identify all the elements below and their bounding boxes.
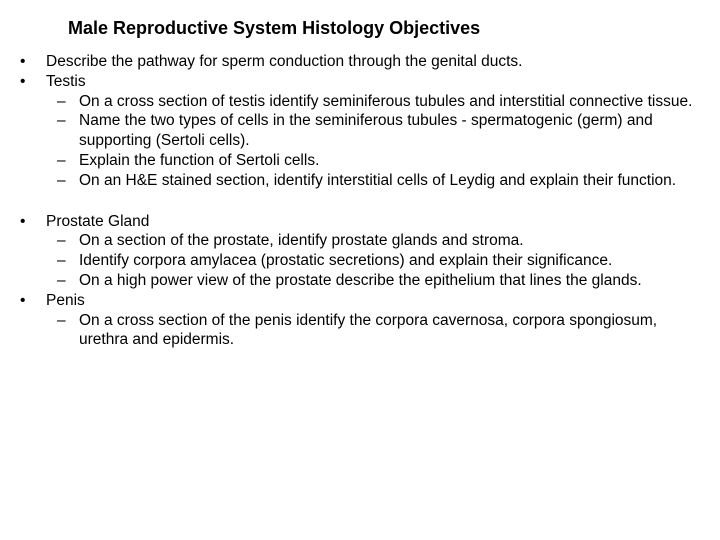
spacer [0,191,720,212]
list-item [0,72,720,92]
list-item-text: Prostate Gland [46,212,150,230]
dash-icon: – [57,311,66,329]
sub-list-item [0,151,720,171]
dash-icon: – [57,112,66,130]
objectives-list [0,52,720,350]
sub-list-item [0,251,720,271]
slide-title: Male Reproductive System Histology Objectives [68,18,481,38]
dash-icon: – [57,271,66,289]
sub-list-item [0,231,720,251]
sub-list-item-text: On a high power view of the prostate describe the epithelium that lines the glands. [79,271,642,289]
list-item [0,212,720,232]
sub-list-item [0,271,720,291]
sub-list-item [0,171,720,191]
bullet-icon: • [20,72,26,90]
dash-icon: – [57,232,66,250]
list-item [0,52,720,72]
bullet-icon: • [20,53,26,70]
sub-list-item-text: Identify corpora amylacea (prostatic secretions) and explain their significance. [79,252,613,270]
sub-list-item [0,311,720,351]
sub-list-item-text: On a cross section of testis identify seminiferous tubules and interstitial connective tissue. [79,92,693,110]
sub-list-item-text: On a section of the prostate, identify prostate glands and stroma. [79,232,524,250]
list-item-text: Penis [46,291,85,309]
list-item-text: Testis [46,72,86,90]
dash-icon: – [57,92,66,110]
sub-list-item-text: On a cross section of the penis identify the corpora cavernosa, corpora spongiosum, urethra and epidermis. [79,311,658,349]
sub-list-item [0,111,720,151]
dash-icon: – [57,151,66,169]
bullet-icon: • [20,291,26,309]
list-item-text: Describe the pathway for sperm conduction through the genital ducts. [46,53,523,70]
sub-list-item-text: Name the two types of cells in the seminiferous tubules - spermatogenic (germ) and supporting (Sertoli cells). [79,112,653,150]
sub-list-item-text: Explain the function of Sertoli cells. [79,151,320,169]
bullet-icon: • [20,212,26,230]
dash-icon: – [57,171,66,189]
sub-list-item-text: On an H&E stained section, identify interstitial cells of Leydig and explain their function. [79,171,677,189]
list-item [0,291,720,311]
dash-icon: – [57,252,66,270]
sub-list-item [0,92,720,112]
